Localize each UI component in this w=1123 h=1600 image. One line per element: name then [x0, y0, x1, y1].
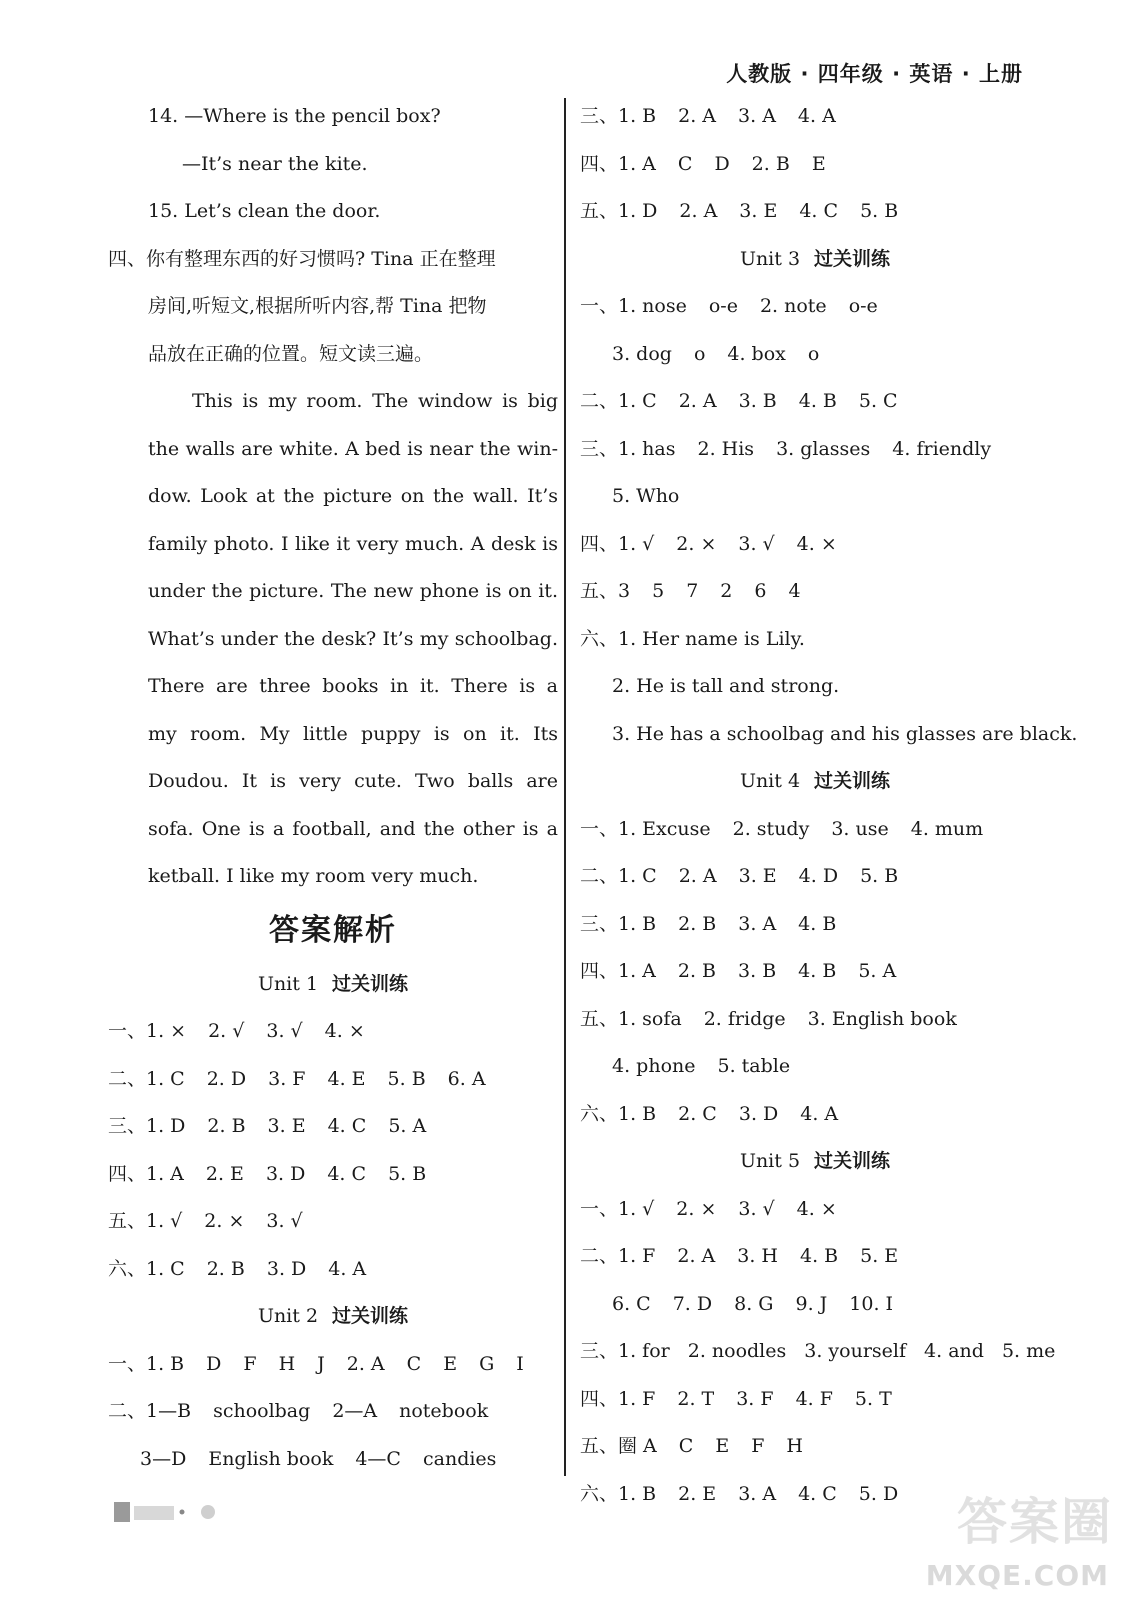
- section4-intro-1: 四、你有整理东西的好习惯吗? Tina 正在整理: [108, 247, 496, 270]
- answer: 2. B: [678, 912, 717, 935]
- answer: 2. B: [751, 152, 790, 175]
- answer: o: [807, 342, 820, 365]
- answer: 4. A: [328, 1257, 367, 1280]
- unit1-name: Unit 1: [257, 972, 319, 995]
- answer: G: [479, 1352, 495, 1375]
- answer: 2. B: [206, 1257, 245, 1280]
- answer: 3. D: [266, 1257, 307, 1280]
- answer: 五、1. sofa: [580, 1007, 682, 1030]
- unit1-row-4: [108, 1151, 558, 1199]
- answer: 2. A: [346, 1352, 385, 1375]
- answer: 五、1. D: [580, 200, 658, 222]
- answer: 4. friendly: [892, 437, 992, 460]
- unit3-row-1b: [580, 331, 1050, 379]
- answer: 2. A: [677, 1245, 716, 1267]
- watermark-logo: [913, 1482, 1113, 1592]
- unit5-label: 过关训练: [814, 1150, 891, 1172]
- unit5-name: Unit 5: [739, 1150, 801, 1172]
- unit5-row-5: [580, 1423, 1050, 1471]
- answer: 4. mum: [910, 817, 984, 840]
- answer: 4. B: [798, 960, 837, 982]
- answer: 六、1. C: [108, 1257, 185, 1280]
- answer: 四、1. √: [580, 532, 655, 555]
- answer: 4. E: [327, 1067, 366, 1090]
- answer: E: [811, 152, 826, 175]
- answer: 3. √: [738, 1197, 775, 1220]
- answer: 5. T: [854, 1387, 892, 1410]
- answer: D: [714, 152, 730, 175]
- answer: 5. B: [860, 865, 899, 887]
- passage-line: This is my room. The window is big: [192, 390, 558, 412]
- answer: 二、1. F: [580, 1245, 656, 1267]
- unit2-row-5: [580, 141, 1050, 189]
- answer: o-e: [708, 295, 738, 317]
- answer: 5: [652, 580, 665, 602]
- right-column: [580, 93, 1078, 1518]
- answer: 3. A: [738, 105, 776, 127]
- answer: 10. I: [849, 1292, 894, 1315]
- unit3-row-3: [580, 426, 1050, 474]
- answer: 4. D: [798, 865, 839, 887]
- answer: 二、1. C: [580, 865, 657, 887]
- answer: 2. A: [678, 390, 717, 412]
- answer-title: 答案解析: [269, 912, 397, 948]
- answer: 2. ×: [676, 1197, 717, 1220]
- answer: 4. F: [795, 1387, 833, 1410]
- passage-line: What’s under the desk? It’s my schoolbag.: [148, 627, 558, 650]
- answer: 一、1. ×: [108, 1020, 187, 1042]
- passage-line: the walls are white. A bed is near the win-: [148, 437, 558, 460]
- answer: 2. E: [678, 1482, 717, 1505]
- answer: 5. D: [858, 1482, 899, 1505]
- answer: 3. use: [831, 817, 889, 840]
- answer: 3. English book: [807, 1007, 957, 1030]
- passage-line: dow. Look at the picture on the wall. It’s: [148, 485, 558, 507]
- answer: 2: [720, 580, 733, 602]
- answer: 四、1. A: [580, 152, 656, 175]
- answer: 2. E: [205, 1162, 244, 1185]
- answer: E: [715, 1435, 730, 1457]
- passage-line: under the picture. The new phone is on it.: [148, 580, 558, 602]
- unit2-row-4: [580, 93, 1050, 141]
- answer: 3—D: [140, 1447, 187, 1470]
- answer: 六、1. B: [580, 1102, 657, 1125]
- answer: 6. C: [612, 1292, 651, 1315]
- answer: 3. H: [737, 1245, 778, 1267]
- answer: 5. B: [860, 200, 899, 222]
- answer: 3. √: [738, 532, 775, 555]
- answer: 5. table: [717, 1055, 791, 1077]
- answer: 2. ×: [204, 1210, 245, 1232]
- unit5-row-1: [580, 1186, 1050, 1234]
- answer: 三、1. has: [580, 437, 676, 460]
- passage-line: my room. My little puppy is on it. Its: [148, 722, 558, 745]
- answer: 4. phone: [612, 1055, 696, 1077]
- answer: 5. A: [858, 960, 897, 982]
- answer: C: [678, 1435, 694, 1457]
- answer: 8. G: [734, 1292, 774, 1315]
- answer: 4. C: [798, 1482, 837, 1505]
- unit4-heading: [580, 758, 1050, 806]
- unit4-label: 过关训练: [814, 770, 891, 792]
- answer: 三、1. D: [108, 1115, 186, 1137]
- unit2-name: Unit 2: [257, 1305, 319, 1327]
- unit2-row-6: [580, 188, 1050, 236]
- answer: 5. B: [387, 1067, 426, 1090]
- passage-line: Doudou. It is very cute. Two balls are: [148, 770, 558, 792]
- answer: 3. F: [268, 1067, 306, 1090]
- answer: notebook: [399, 1400, 489, 1422]
- answer: D: [206, 1352, 222, 1375]
- answer: 3. E: [267, 1115, 306, 1137]
- answer: H: [278, 1352, 296, 1375]
- unit1-row-5: [108, 1198, 558, 1246]
- answer: 2. His: [697, 437, 755, 460]
- answer: 4. ×: [324, 1020, 365, 1042]
- unit3-row-3b: 5. Who: [612, 485, 680, 507]
- answer: 四、1. A: [580, 960, 656, 982]
- unit5-row-3: [580, 1328, 1056, 1376]
- unit3-row-6: 六、1. Her name is Lily.: [580, 627, 805, 650]
- answer: 2. ×: [676, 532, 717, 555]
- unit1-heading: [108, 961, 558, 1009]
- unit2-label: 过关训练: [332, 1305, 409, 1327]
- answer: 一、1. B: [108, 1352, 185, 1375]
- unit4-name: Unit 4: [739, 770, 801, 792]
- answer: 5. E: [860, 1245, 899, 1267]
- answer: schoolbag: [213, 1400, 311, 1422]
- unit3-row-4: [580, 521, 1050, 569]
- unit3-row-1: [580, 283, 1050, 331]
- answer: E: [443, 1352, 458, 1375]
- answer: 五、圈 A: [580, 1435, 657, 1457]
- passage-line: There are three books in it. There is a: [148, 675, 558, 697]
- unit4-row-5: [580, 996, 1050, 1044]
- unit3-row-6c: 3. He has a schoolbag and his glasses are black.: [612, 722, 1078, 745]
- answer: 3. E: [739, 200, 778, 222]
- answer: 3. D: [265, 1162, 306, 1185]
- unit3-label: 过关训练: [814, 247, 891, 270]
- passage-line: ketball. I like my room very much.: [148, 865, 479, 887]
- answer: 5. A: [388, 1115, 427, 1137]
- answer: 3. yourself: [804, 1340, 907, 1362]
- unit3-heading: [580, 236, 1050, 284]
- unit3-name: Unit 3: [739, 247, 801, 270]
- answer: 2. B: [677, 960, 717, 982]
- passage-line: sofa. One is a football, and the other is a: [148, 817, 558, 840]
- answer: 2. B: [207, 1115, 246, 1137]
- answer: 三、1. B: [580, 105, 657, 127]
- section4-intro-3: 品放在正确的位置。短文读三遍。: [148, 342, 434, 365]
- answer: C: [677, 152, 693, 175]
- column-divider: [564, 98, 566, 1476]
- left-column: [108, 93, 558, 1483]
- answer: H: [786, 1435, 803, 1457]
- answer: F: [751, 1435, 765, 1457]
- answer: 2—A: [332, 1400, 378, 1422]
- answer: 5. C: [858, 390, 898, 412]
- answer: 4. A: [797, 105, 836, 127]
- answer: 4. B: [800, 1245, 839, 1267]
- answer: 4. B: [798, 390, 837, 412]
- unit4-row-6: [580, 1091, 1050, 1139]
- unit2-heading: [108, 1293, 558, 1341]
- answer: 3. D: [738, 1102, 779, 1125]
- unit5-row-2: [580, 1233, 1050, 1281]
- answer: I: [516, 1352, 524, 1375]
- answer: 4: [788, 580, 801, 602]
- answer: 3. √: [266, 1020, 303, 1042]
- answer: 一、1. nose: [580, 295, 687, 317]
- answer: 4. C: [799, 200, 839, 222]
- q14-answer: —It’s near the kite.: [182, 152, 368, 175]
- watermark-text-bottom: MXQE.COM: [925, 1559, 1109, 1592]
- answer: 3. A: [738, 912, 777, 935]
- answer: 5. me: [1001, 1340, 1056, 1362]
- unit2-row-2: [108, 1388, 558, 1436]
- answer: 五、3: [580, 580, 631, 602]
- answer: 一、1. √: [580, 1197, 655, 1220]
- answer: 4. B: [798, 912, 837, 935]
- answer: 3. A: [738, 1482, 777, 1505]
- unit3-row-2: [580, 378, 1050, 426]
- answer: 2. A: [678, 105, 717, 127]
- unit1-row-2: [108, 1056, 558, 1104]
- answer: 4. and: [924, 1340, 984, 1362]
- answer: 2. A: [678, 865, 717, 887]
- answer: 2. T: [677, 1387, 715, 1410]
- unit5-heading: [580, 1138, 1050, 1186]
- answer: 9. J: [795, 1292, 828, 1315]
- unit1-row-1: [108, 1008, 558, 1056]
- answer: candies: [422, 1447, 497, 1470]
- watermark-text-top: 答案圈: [957, 1493, 1113, 1551]
- q14-question: 14. —Where is the pencil box?: [148, 105, 441, 127]
- unit5-row-4: [580, 1376, 1050, 1424]
- page-header: 人教版 · 四年级 · 英语 · 上册: [726, 62, 1023, 86]
- answer: 二、1—B: [108, 1400, 192, 1422]
- section4-intro-2: 房间,听短文,根据所听内容,帮 Tina 把物: [148, 295, 487, 317]
- unit4-row-3: [580, 901, 1050, 949]
- unit3-row-5: [580, 568, 1050, 616]
- answer: 四、1. A: [108, 1162, 184, 1185]
- answer: 2. noodles: [687, 1340, 787, 1362]
- answer: 4—C: [355, 1447, 401, 1470]
- q15: 15. Let’s clean the door.: [148, 200, 381, 222]
- answer: English book: [208, 1447, 334, 1470]
- answer: J: [317, 1352, 325, 1375]
- answer: 3. F: [736, 1387, 774, 1410]
- unit3-row-6b: 2. He is tall and strong.: [612, 675, 840, 697]
- answer: 2. study: [732, 817, 810, 840]
- answer: 2. fridge: [703, 1007, 786, 1030]
- unit1-label: 过关训练: [332, 972, 409, 995]
- answer: 4. box: [727, 342, 786, 365]
- answer: 五、1. √: [108, 1210, 183, 1232]
- unit1-row-3: [108, 1103, 558, 1151]
- answer: 7. D: [672, 1292, 713, 1315]
- unit2-row-1: [108, 1341, 558, 1389]
- answer: C: [406, 1352, 422, 1375]
- unit4-row-1: [580, 806, 1050, 854]
- passage-line: family photo. I like it very much. A desk is: [148, 532, 558, 555]
- answer: 三、1. for: [580, 1340, 670, 1362]
- answer: 2. C: [678, 1102, 717, 1125]
- page-number-smudge: [104, 1496, 224, 1526]
- answer: o-e: [848, 295, 878, 317]
- answer: 3. glasses: [776, 437, 871, 460]
- answer: 6: [754, 580, 767, 602]
- answer: 二、1. C: [580, 390, 657, 412]
- answer: o: [693, 342, 706, 365]
- answer: 3. E: [738, 865, 777, 887]
- answer: 6. A: [447, 1067, 486, 1090]
- answer: 六、1. B: [580, 1482, 657, 1505]
- unit4-row-2: [580, 853, 1050, 901]
- answer: 7: [686, 580, 699, 602]
- answer: 3. √: [266, 1210, 303, 1232]
- answer: 4. ×: [796, 532, 837, 555]
- answer: 三、1. B: [580, 912, 657, 935]
- answer: 2. note: [759, 295, 827, 317]
- answer: F: [243, 1352, 257, 1375]
- answer: 一、1. Excuse: [580, 817, 711, 840]
- unit4-row-4: [580, 948, 1050, 996]
- answer: 2. A: [679, 200, 718, 222]
- answer: 3. dog: [612, 342, 672, 365]
- answer: 二、1. C: [108, 1067, 185, 1090]
- answer: 3. B: [738, 390, 777, 412]
- answer: 4. C: [327, 1162, 367, 1185]
- unit2-row-3: [108, 1436, 558, 1484]
- answer: 5. B: [388, 1162, 427, 1185]
- answer: 4. C: [327, 1115, 367, 1137]
- answer: 2. D: [206, 1067, 247, 1090]
- answer: 4. ×: [796, 1197, 837, 1220]
- unit5-row-2b: [580, 1281, 1050, 1329]
- unit4-row-5b: [580, 1043, 1050, 1091]
- unit1-row-6: [108, 1246, 558, 1294]
- answer: 四、1. F: [580, 1387, 656, 1410]
- answer: 4. A: [800, 1102, 839, 1125]
- answer: 3. B: [738, 960, 777, 982]
- answer: 2. √: [208, 1020, 245, 1042]
